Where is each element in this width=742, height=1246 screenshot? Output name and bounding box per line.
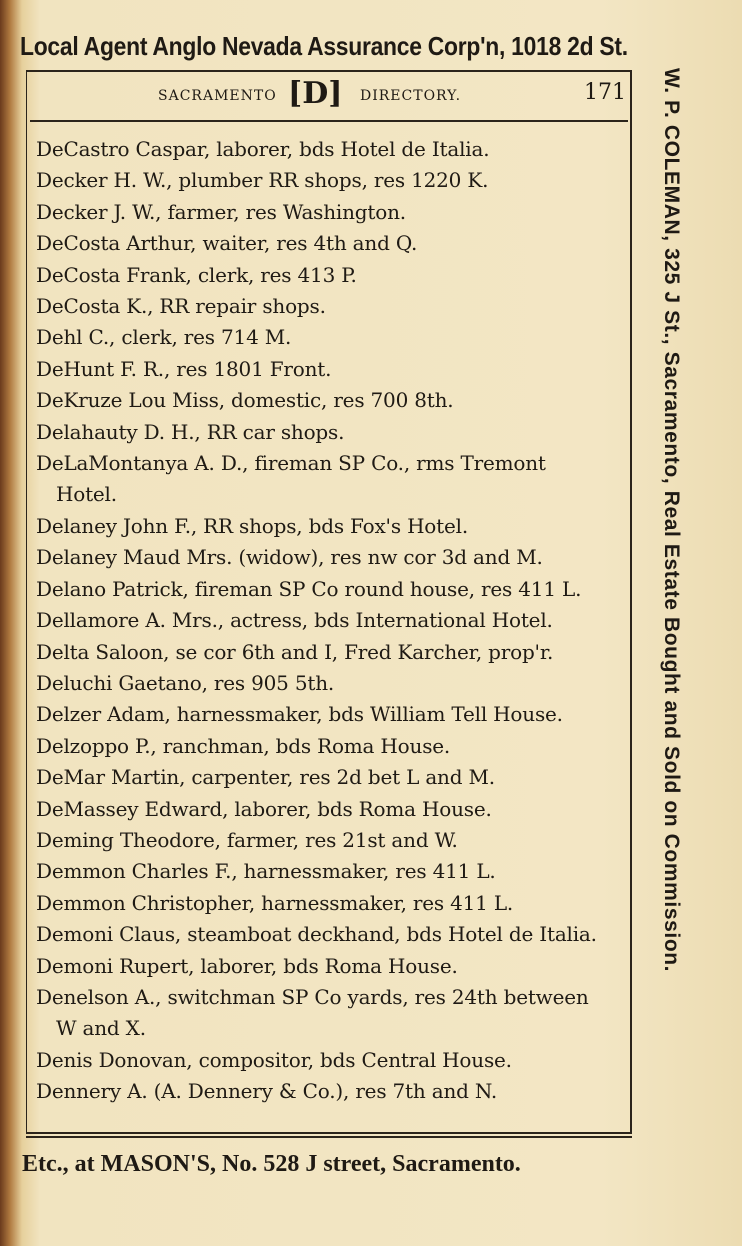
- directory-entry: [36, 197, 626, 228]
- directory-entry: [36, 511, 626, 542]
- directory-entry: [36, 322, 626, 353]
- entry-text: DeHunt F. R., res 1801 Front.: [36, 356, 332, 381]
- entry-text: Deming Theodore, farmer, res 21st and W.: [36, 827, 458, 852]
- directory-entry: [36, 825, 626, 856]
- entry-text: DeCastro Caspar, laborer, bds Hotel de Italia.: [36, 137, 490, 161]
- directory-entry: [36, 417, 626, 448]
- directory-entry: [36, 385, 626, 416]
- entry-text: Delahauty D. H., RR car shops.: [36, 419, 345, 444]
- entry-text: DeCosta K., RR repair shops.: [36, 294, 326, 319]
- directory-entry: [36, 1076, 626, 1107]
- entry-text: DeMassey Edward, laborer, bds Roma House.: [36, 796, 492, 821]
- entry-text: Decker J. W., farmer, res Washington.: [36, 199, 406, 224]
- directory-entry: [36, 542, 626, 573]
- entry-text: Demmon Christopher, harnessmaker, res 411 L.: [36, 890, 514, 915]
- directory-entry: [36, 668, 626, 699]
- entry-text: DeKruze Lou Miss, domestic, res 700 8th.: [36, 388, 454, 413]
- directory-entry: [36, 888, 626, 919]
- entry-text: Delzer Adam, harnessmaker, bds William Tell House.: [36, 702, 563, 727]
- directory-entry: [36, 919, 626, 950]
- entry-text: Delzoppo P., ranchman, bds Roma House.: [36, 733, 451, 758]
- directory-entry: [36, 165, 626, 196]
- directory-entry: [36, 951, 626, 982]
- footer-rule: [26, 1136, 632, 1138]
- entry-continuation: W and X.: [56, 1016, 146, 1041]
- entry-text: Delta Saloon, se cor 6th and I, Fred Karcher, prop'r.: [36, 639, 554, 664]
- side-advertisement: [640, 68, 690, 1138]
- directory-entry: [36, 260, 626, 291]
- side-advertisement-text: W. P. COLEMAN, 325 J St., Sacramento, Real Estate Bought and Sold on Commission.: [660, 68, 683, 973]
- directory-entry: [36, 982, 626, 1045]
- entry-continuation: Hotel.: [56, 482, 117, 507]
- directory-entry: [36, 699, 626, 730]
- directory-entry: [36, 574, 626, 605]
- entry-text: Denis Donovan, compositor, bds Central House.: [36, 1047, 512, 1072]
- entry-text: Delaney Maud Mrs. (widow), res nw cor 3d and M.: [36, 545, 543, 570]
- directory-entry: [36, 605, 626, 636]
- running-head-title: DIRECTORY.: [360, 88, 462, 104]
- header-rule: [30, 120, 628, 122]
- directory-entry: [36, 762, 626, 793]
- entry-text: Demoni Claus, steamboat deckhand, bds Hotel de Italia.: [36, 922, 597, 947]
- entry-text: Dennery A. (A. Dennery & Co.), res 7th and N.: [36, 1079, 498, 1104]
- running-head-letter: [D]: [288, 76, 343, 111]
- directory-entry: [36, 856, 626, 887]
- entry-text: DeLaMontanya A. D., fireman SP Co., rms Tremont: [36, 451, 546, 476]
- entry-text: Demoni Rupert, laborer, bds Roma House.: [36, 953, 458, 978]
- directory-entry: [36, 134, 626, 165]
- running-head: [30, 76, 630, 116]
- directory-entry: [36, 637, 626, 668]
- directory-entry: [36, 448, 626, 511]
- top-advertisement: Local Agent Anglo Nevada Assurance Corp'n, 1018 2d St.: [20, 31, 628, 61]
- directory-entry: [36, 731, 626, 762]
- entry-text: Delano Patrick, fireman SP Co round house, res 411 L.: [36, 576, 582, 601]
- entry-text: Demmon Charles F., harnessmaker, res 411 L.: [36, 859, 496, 884]
- directory-entry: [36, 354, 626, 385]
- entry-text: Dehl C., clerk, res 714 M.: [36, 325, 292, 350]
- entry-text: Decker H. W., plumber RR shops, res 1220 K.: [36, 168, 489, 193]
- directory-entry: [36, 228, 626, 259]
- directory-entry: [36, 794, 626, 825]
- bottom-advertisement: Etc., at MASON'S, No. 528 J street, Sacramento.: [22, 1151, 521, 1177]
- running-head-city: SACRAMENTO: [158, 88, 277, 104]
- entry-text: Denelson A., switchman SP Co yards, res 24th between: [36, 984, 589, 1009]
- directory-entry: [36, 291, 626, 322]
- entry-text: Delaney John F., RR shops, bds Fox's Hotel.: [36, 513, 468, 538]
- entry-text: DeCosta Frank, clerk, res 413 P.: [36, 262, 357, 287]
- page-number: 171: [584, 80, 626, 105]
- directory-entry: [36, 1045, 626, 1076]
- entry-text: Deluchi Gaetano, res 905 5th.: [36, 670, 335, 695]
- directory-entries: [36, 134, 626, 1108]
- entry-text: DeMar Martin, carpenter, res 2d bet L and M.: [36, 765, 495, 790]
- entry-text: DeCosta Arthur, waiter, res 4th and Q.: [36, 231, 418, 256]
- entry-text: Dellamore A. Mrs., actress, bds International Hotel.: [36, 608, 553, 633]
